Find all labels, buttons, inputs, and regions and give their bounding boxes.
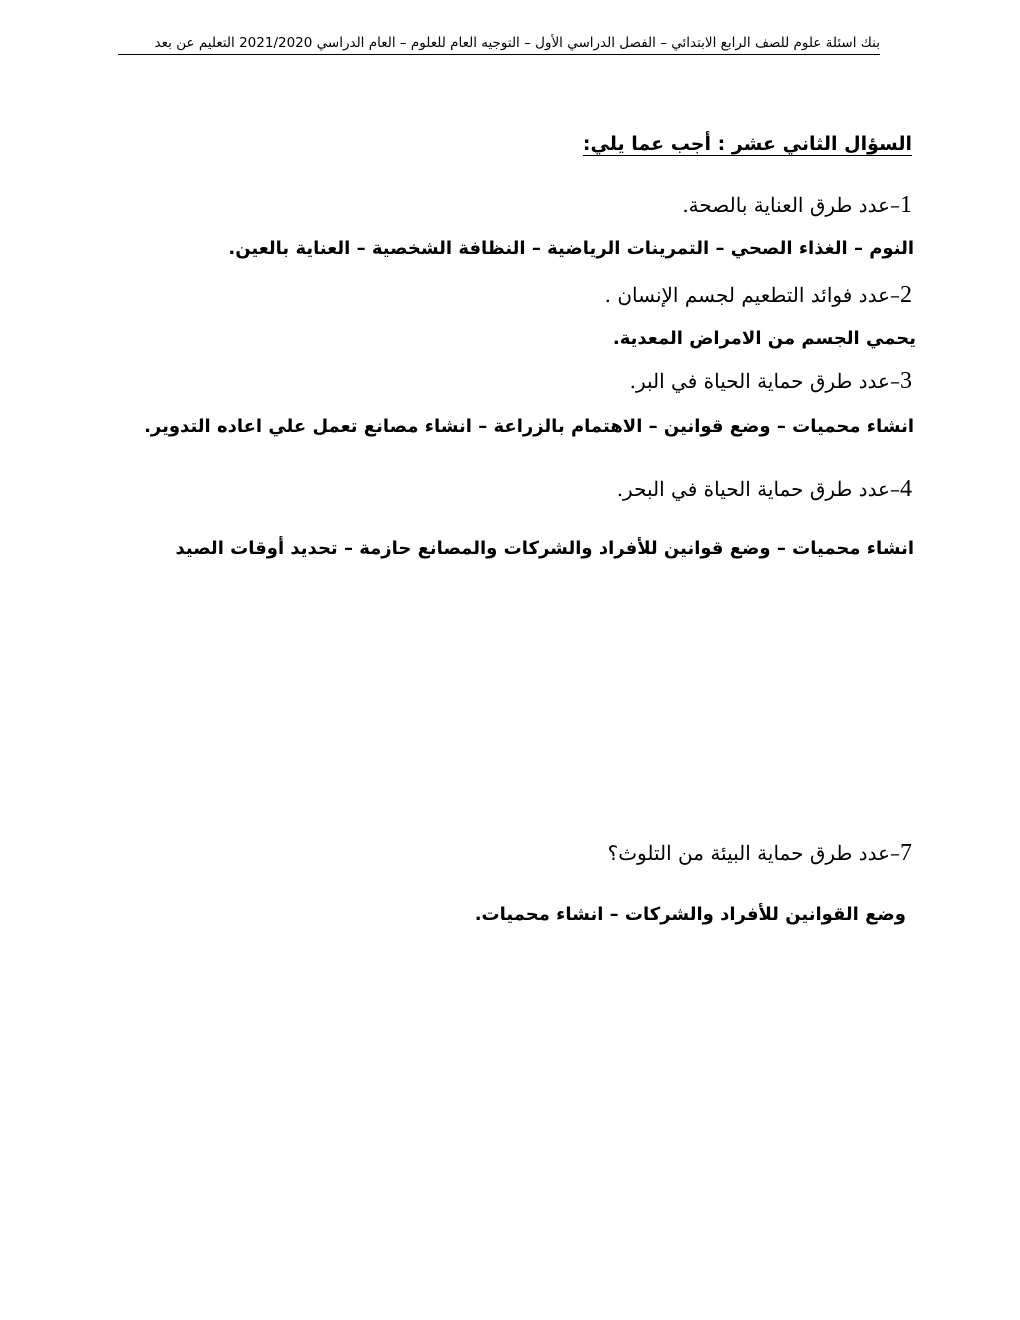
page-header: بنك اسئلة علوم للصف الرابع الابتدائي – الفصل الدراسي الأول – التوجيه العام للعلوم – العام الدراسي 2021/2020 التعليم عن بعد [118,32,880,55]
answer-7: وضع القوانين للأفراد والشركات – انشاء محميات. [474,904,906,925]
question-number: 2 [900,282,912,308]
question-text: –عدد طرق حماية البيئة من التلوث؟ [607,841,900,865]
question-7 [608,838,912,868]
question-number: 3 [900,368,912,394]
answer-2: يحمي الجسم من الامراض المعدية. [612,328,916,349]
question-text: –عدد طرق حماية الحياة في البحر. [616,477,900,501]
answer-1: النوم – الغذاء الصحي – التمرينات الرياضية – النظافة الشخصية – العناية بالعين. [228,238,914,259]
question-3 [630,366,912,396]
answer-4: انشاء محميات – وضع قوانين للأفراد والشركات والمصانع حازمة – تحديد أوقات الصيد [175,538,914,559]
section-title: السؤال الثاني عشر : أجب عما يلي: [582,133,912,155]
question-number: 4 [900,476,912,502]
question-text: –عدد طرق حماية الحياة في البر. [629,369,900,393]
question-text: –عدد فوائد التطعيم لجسم الإنسان . [604,283,900,307]
question-number: 7 [900,840,912,866]
question-2 [605,280,912,310]
question-4 [617,474,912,504]
question-number: 1 [900,192,912,218]
question-text: –عدد طرق العناية بالصحة. [682,193,900,217]
answer-3: انشاء محميات – وضع قوانين – الاهتمام بالزراعة – انشاء مصانع تعمل علي اعاده التدوير. [144,416,914,437]
question-1 [682,190,912,220]
